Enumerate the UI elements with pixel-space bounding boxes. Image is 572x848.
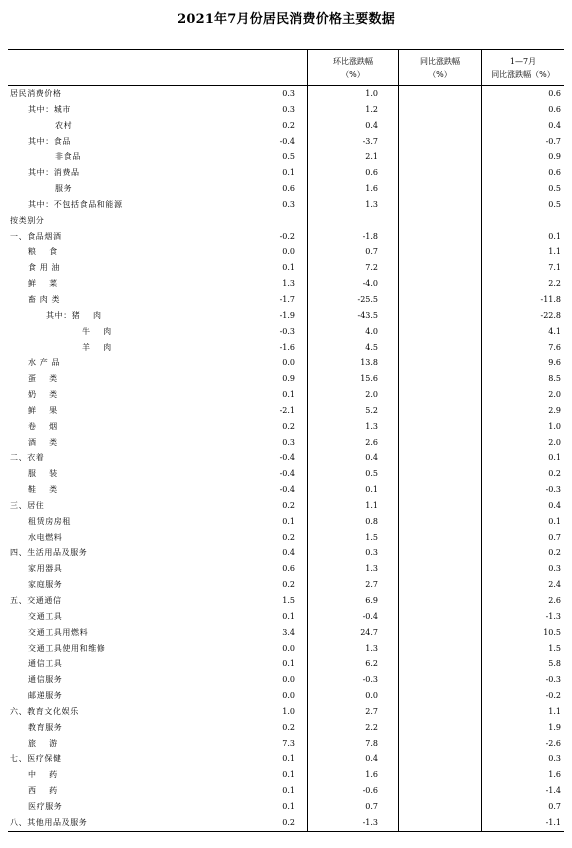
value-yoy: 2.2 (365, 722, 378, 732)
row-label: 鲜 菜 (28, 279, 58, 289)
value-ytd: 7.1 (548, 263, 561, 273)
row-label: 非食品 (55, 152, 81, 162)
value-ytd: 0.6 (548, 89, 561, 98)
value-mom: 0.1 (282, 168, 295, 178)
value-mom: 7.3 (282, 738, 295, 748)
row-label: 畜 肉 类 (28, 294, 61, 304)
table-row (8, 197, 564, 213)
row-label: 邮递服务 (28, 691, 63, 701)
row-label: 羊 肉 (82, 342, 112, 352)
value-yoy: 6.9 (365, 596, 378, 605)
row-label: 其中：消费品 (28, 168, 80, 178)
value-mom: 0.6 (282, 564, 295, 574)
row-label: 食 用 油 (28, 263, 61, 273)
value-mom: 0.0 (282, 675, 295, 685)
value-mom: 0.3 (282, 89, 295, 98)
value-yoy: -0.6 (362, 786, 378, 796)
value-mom: 0.9 (282, 374, 295, 384)
table-row (8, 450, 564, 466)
row-label: 服 装 (28, 469, 58, 479)
table-row (8, 799, 564, 815)
row-label: 服务 (55, 184, 73, 194)
table-row (8, 593, 564, 609)
row-label: 八、其他用品及服务 (10, 817, 88, 827)
row-label: 家庭服务 (28, 580, 63, 590)
value-yoy: 0.1 (365, 485, 378, 495)
value-mom: 0.1 (282, 516, 295, 526)
table-row (8, 514, 564, 530)
value-mom: 0.1 (282, 786, 295, 796)
value-mom: 0.1 (282, 770, 295, 780)
value-ytd: 0.1 (548, 453, 561, 463)
table-row (8, 244, 564, 260)
value-mom: -0.3 (279, 326, 295, 336)
value-mom: 0.1 (282, 801, 295, 811)
value-ytd: 1.5 (548, 643, 561, 653)
value-ytd: -22.8 (540, 310, 561, 320)
row-label: 七、医疗保健 (10, 754, 62, 764)
row-label: 鲜 果 (28, 405, 58, 415)
table-row (8, 387, 564, 403)
value-yoy: 0.4 (365, 453, 378, 463)
value-yoy: 6.2 (365, 659, 378, 669)
value-ytd: 2.4 (548, 580, 561, 590)
row-label: 蛋 类 (28, 374, 58, 384)
table-row (8, 736, 564, 752)
value-yoy: 4.5 (365, 342, 378, 352)
value-yoy: 2.7 (365, 580, 378, 590)
table-row (8, 783, 564, 799)
value-mom: -0.2 (279, 231, 295, 241)
value-ytd: 2.9 (548, 405, 561, 415)
value-yoy: 1.2 (365, 104, 378, 114)
table-row (8, 86, 564, 102)
table-row (8, 134, 564, 150)
value-mom: -0.4 (279, 469, 295, 479)
value-mom: 0.3 (282, 437, 295, 447)
header-yoy (398, 50, 481, 85)
row-label: 居民消费价格 (10, 89, 62, 98)
value-ytd: 0.1 (548, 231, 561, 241)
table-row (8, 213, 564, 229)
row-label: 水电燃料 (28, 532, 63, 542)
value-mom: 1.0 (282, 706, 295, 716)
value-mom: 0.3 (282, 104, 295, 114)
table-row (8, 609, 564, 625)
value-yoy: 0.0 (365, 691, 378, 701)
value-mom: -0.4 (279, 453, 295, 463)
row-label: 卷 烟 (28, 421, 58, 431)
value-ytd: 4.1 (548, 326, 561, 336)
table-row (8, 260, 564, 276)
table-row (8, 498, 564, 514)
table-row (8, 229, 564, 245)
row-label: 租赁房房租 (28, 516, 71, 526)
table-row (8, 308, 564, 324)
value-mom: 0.1 (282, 754, 295, 764)
value-yoy: 1.5 (365, 532, 378, 542)
value-ytd: -0.3 (545, 675, 561, 685)
header-mom-line2: （%） (341, 69, 365, 79)
value-mom: 0.2 (282, 722, 295, 732)
value-mom: 0.1 (282, 263, 295, 273)
value-mom: -1.7 (279, 294, 295, 304)
value-mom: 1.5 (282, 596, 295, 605)
value-yoy: 0.5 (365, 469, 378, 479)
value-yoy: 1.3 (365, 564, 378, 574)
row-label: 教育服务 (28, 722, 63, 732)
row-label: 酒 类 (28, 437, 58, 447)
row-label: 三、居住 (10, 500, 45, 510)
value-yoy: 1.3 (365, 421, 378, 431)
row-label: 交通工具用燃料 (28, 627, 89, 637)
row-label: 按类别分 (10, 215, 45, 225)
table-row (8, 577, 564, 593)
header-yoy-line1: 同比涨跌幅 (420, 56, 460, 66)
value-ytd: 2.2 (548, 279, 561, 289)
value-ytd: 1.1 (548, 706, 561, 716)
table-row (8, 355, 564, 371)
table-row (8, 419, 564, 435)
row-label: 交通工具使用和维修 (28, 643, 106, 653)
value-ytd: -2.6 (545, 738, 561, 748)
row-label: 牛 肉 (82, 326, 112, 336)
value-yoy: 24.7 (360, 627, 378, 637)
table-row (8, 561, 564, 577)
value-yoy: 1.0 (365, 89, 378, 98)
value-mom: 0.4 (282, 548, 295, 558)
value-yoy: 1.6 (365, 184, 378, 194)
value-ytd: 0.5 (548, 199, 561, 209)
value-ytd: 0.6 (548, 168, 561, 178)
row-label: 其中：猪 肉 (46, 310, 102, 320)
table-row (8, 625, 564, 641)
value-ytd: 0.6 (548, 104, 561, 114)
value-ytd: 10.5 (543, 627, 561, 637)
value-yoy: 13.8 (360, 358, 378, 368)
table-row (8, 102, 564, 118)
value-mom: 0.2 (282, 532, 295, 542)
value-yoy: 0.7 (365, 247, 378, 257)
value-ytd: -1.3 (545, 611, 561, 621)
value-yoy: 2.6 (365, 437, 378, 447)
value-ytd: 2.0 (548, 437, 561, 447)
table-row (8, 656, 564, 672)
value-ytd: 2.0 (548, 390, 561, 400)
row-label: 四、生活用品及服务 (10, 548, 88, 558)
row-label: 交通工具 (28, 611, 63, 621)
value-yoy: -25.5 (357, 294, 378, 304)
value-yoy: 1.6 (365, 770, 378, 780)
row-label: 农村 (55, 120, 73, 130)
value-yoy: 1.1 (365, 500, 378, 510)
value-ytd: 8.5 (548, 374, 561, 384)
cpi-table (8, 49, 564, 832)
value-yoy: -1.3 (362, 817, 378, 827)
value-mom: 0.1 (282, 611, 295, 621)
page-title: 2021年7月份居民消费价格主要数据 (177, 12, 395, 27)
row-label: 通信服务 (28, 675, 63, 685)
value-yoy: 0.8 (365, 516, 378, 526)
table-row (8, 324, 564, 340)
row-label: 西 药 (28, 786, 58, 796)
table-row (8, 530, 564, 546)
row-label: 一、食品烟酒 (10, 231, 62, 241)
value-yoy: -3.7 (362, 136, 378, 146)
row-label: 通信工具 (28, 659, 63, 669)
header-mom (307, 50, 398, 85)
value-yoy: 0.4 (365, 754, 378, 764)
table-row (8, 181, 564, 197)
value-ytd: 0.1 (548, 516, 561, 526)
table-row (8, 276, 564, 292)
value-mom: 0.0 (282, 643, 295, 653)
value-mom: 1.3 (282, 279, 295, 289)
value-yoy: 5.2 (365, 405, 378, 415)
row-label: 水 产 品 (28, 358, 61, 368)
value-mom: 0.6 (282, 184, 295, 194)
table-row (8, 720, 564, 736)
value-ytd: 1.6 (548, 770, 561, 780)
row-label: 其中：不包括食品和能源 (28, 199, 123, 209)
row-label: 中 药 (28, 770, 58, 780)
value-yoy: 1.3 (365, 199, 378, 209)
row-label: 六、教育文化娱乐 (10, 706, 79, 716)
value-yoy: 0.3 (365, 548, 378, 558)
value-mom: 0.1 (282, 659, 295, 669)
table-row (8, 482, 564, 498)
value-ytd: 0.3 (548, 754, 561, 764)
value-ytd: 5.8 (548, 659, 561, 669)
table-row (8, 545, 564, 561)
value-ytd: 2.6 (548, 596, 561, 605)
value-yoy: 2.0 (365, 390, 378, 400)
table-row (8, 435, 564, 451)
value-mom: 0.3 (282, 199, 295, 209)
value-mom: 0.2 (282, 120, 295, 130)
value-ytd: -1.1 (545, 817, 561, 827)
value-yoy: -1.8 (362, 231, 378, 241)
header-mom-line1: 环比涨跌幅 (333, 56, 373, 66)
value-yoy: 1.3 (365, 643, 378, 653)
table-row (8, 815, 564, 831)
value-mom: -0.4 (279, 136, 295, 146)
value-yoy: 0.7 (365, 801, 378, 811)
value-ytd: 0.4 (548, 500, 561, 510)
value-ytd: 0.5 (548, 184, 561, 194)
table-row (8, 641, 564, 657)
table-row (8, 371, 564, 387)
row-label: 五、交通通信 (10, 596, 62, 605)
value-yoy: 2.1 (365, 152, 378, 162)
header-ytd-line1: 1—7月 (509, 56, 537, 66)
row-label: 医疗服务 (28, 801, 63, 811)
row-label: 旅 游 (28, 738, 58, 748)
value-yoy: 7.8 (365, 738, 378, 748)
value-mom: 0.2 (282, 500, 295, 510)
table-header (8, 50, 564, 86)
value-ytd: 1.1 (548, 247, 561, 257)
value-yoy: -0.4 (362, 611, 378, 621)
table-row (8, 292, 564, 308)
value-ytd: -0.7 (545, 136, 561, 146)
value-mom: -2.1 (279, 405, 295, 415)
value-ytd: -1.4 (545, 786, 561, 796)
row-label: 二、衣着 (10, 453, 45, 463)
value-yoy: -43.5 (357, 310, 378, 320)
value-ytd: -0.3 (545, 485, 561, 495)
value-mom: 0.5 (282, 152, 295, 162)
header-yoy-line2: （%） (428, 69, 452, 79)
table-row (8, 340, 564, 356)
table-row (8, 466, 564, 482)
row-label: 粮 食 (28, 247, 58, 257)
table-row (8, 767, 564, 783)
value-mom: -1.6 (279, 342, 295, 352)
table-row (8, 688, 564, 704)
row-label: 其中：城市 (28, 104, 71, 114)
value-ytd: 0.7 (548, 532, 561, 542)
value-mom: 0.2 (282, 580, 295, 590)
value-mom: -0.4 (279, 485, 295, 495)
table-body (8, 86, 564, 831)
value-ytd: 1.9 (548, 722, 561, 732)
value-yoy: 0.6 (365, 168, 378, 178)
value-ytd: 1.0 (548, 421, 561, 431)
header-ytd (481, 50, 564, 85)
value-yoy: 15.6 (360, 374, 378, 384)
value-yoy: -4.0 (362, 279, 378, 289)
table-row (8, 403, 564, 419)
value-ytd: -0.2 (545, 691, 561, 701)
value-ytd: -11.8 (540, 294, 561, 304)
value-mom: 0.2 (282, 421, 295, 431)
value-ytd: 0.2 (548, 469, 561, 479)
value-yoy: -0.3 (362, 675, 378, 685)
row-label: 家用器具 (28, 564, 63, 574)
value-yoy: 0.4 (365, 120, 378, 130)
value-mom: 0.1 (282, 390, 295, 400)
value-mom: 0.2 (282, 817, 295, 827)
table-row (8, 165, 564, 181)
value-mom: 0.0 (282, 358, 295, 368)
row-label: 其中：食品 (28, 136, 71, 146)
value-ytd: 0.4 (548, 120, 561, 130)
table-row (8, 672, 564, 688)
value-ytd: 9.6 (548, 358, 561, 368)
value-yoy: 4.0 (365, 326, 378, 336)
value-mom: -1.9 (279, 310, 295, 320)
value-mom: 0.0 (282, 691, 295, 701)
table-row (8, 704, 564, 720)
value-yoy: 2.7 (365, 706, 378, 716)
table-row (8, 751, 564, 767)
row-label: 奶 类 (28, 390, 58, 400)
value-yoy: 7.2 (365, 263, 378, 273)
header-ytd-line2: 同比涨跌幅（%） (491, 69, 555, 79)
table-row (8, 149, 564, 165)
row-label: 鞋 类 (28, 485, 58, 495)
value-mom: 0.0 (282, 247, 295, 257)
value-ytd: 0.2 (548, 548, 561, 558)
table-row (8, 118, 564, 134)
value-ytd: 7.6 (548, 342, 561, 352)
value-ytd: 0.9 (548, 152, 561, 162)
value-ytd: 0.3 (548, 564, 561, 574)
value-ytd: 0.7 (548, 801, 561, 811)
value-mom: 3.4 (282, 627, 295, 637)
